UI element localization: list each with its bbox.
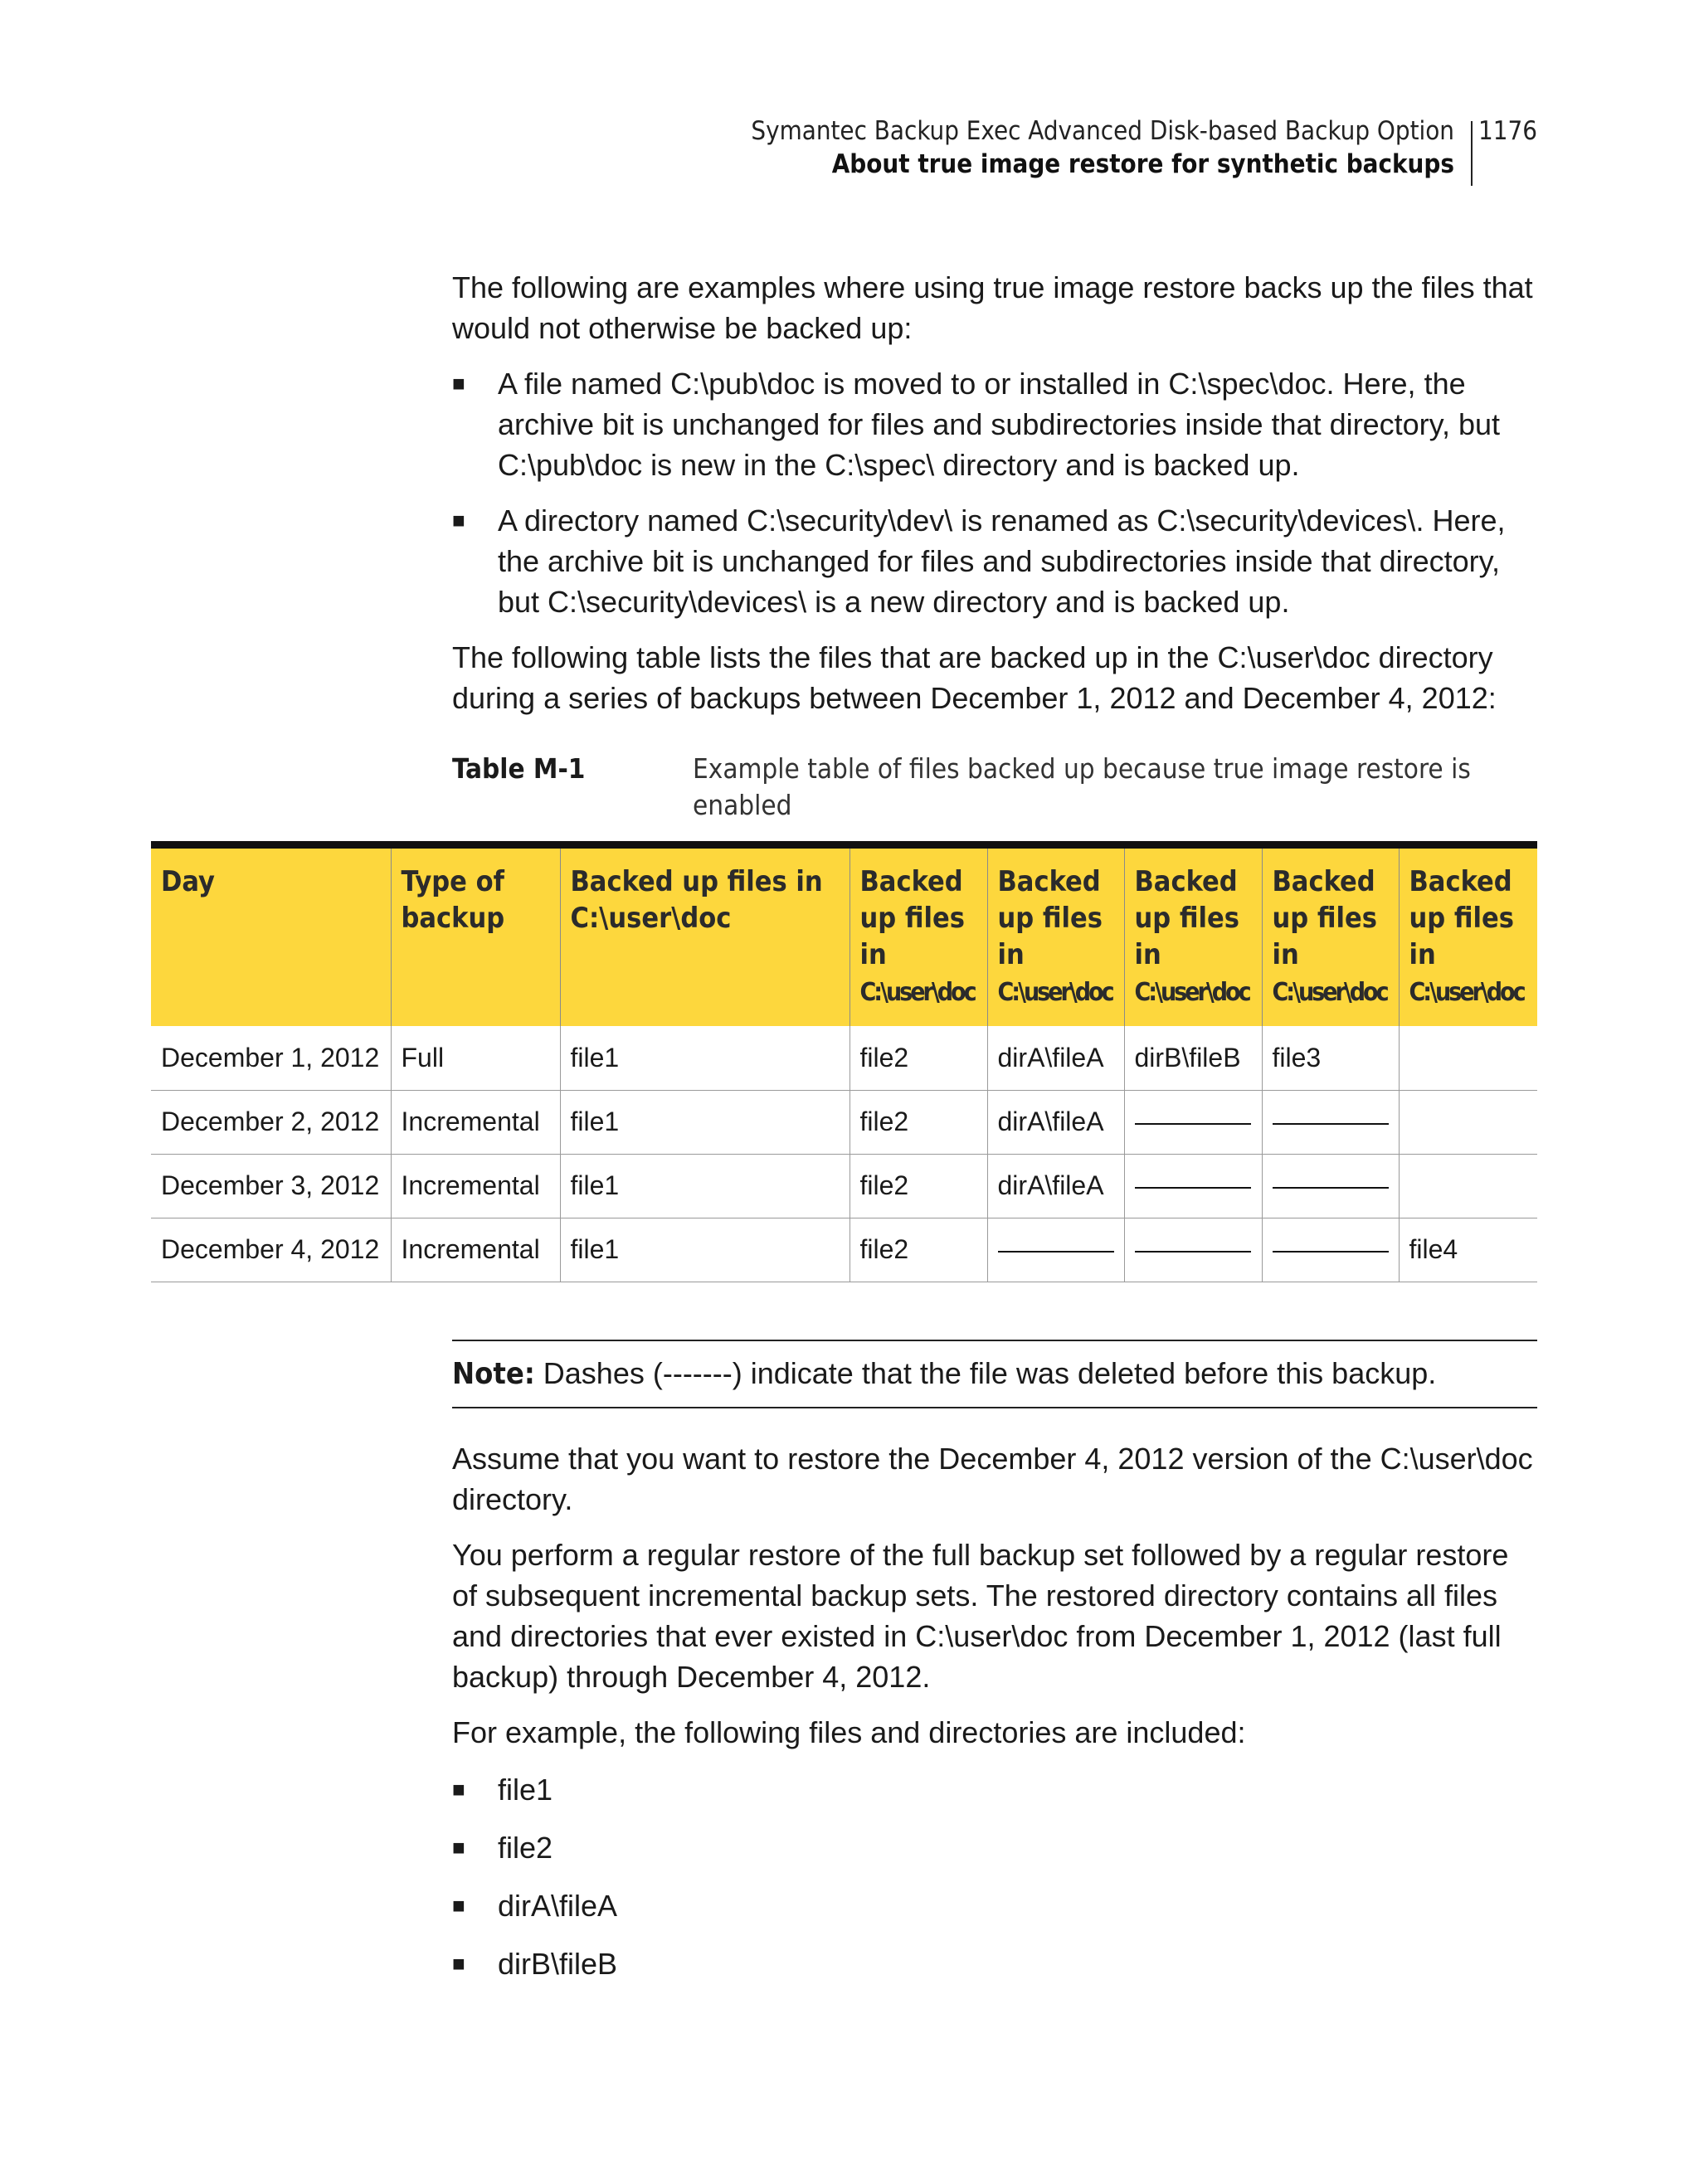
header-files-prefix: Backed up files in xyxy=(1134,865,1239,971)
header-files xyxy=(1262,845,1399,1027)
header-files-path: C:\user\doc xyxy=(1409,978,1524,1007)
table-cell: file2 xyxy=(850,1154,987,1218)
table-cell: December 3, 2012 xyxy=(151,1154,391,1218)
header-files-prefix: Backed up files in xyxy=(1272,865,1377,971)
header-files xyxy=(1399,845,1537,1027)
table-cell xyxy=(1124,1090,1262,1154)
table-cell: file2 xyxy=(850,1026,987,1090)
table-cell: Incremental xyxy=(391,1218,560,1282)
bullet-icon: ■ xyxy=(452,508,465,533)
assume-paragraph: Assume that you want to restore the December 4, 2012 version of the C:\user\doc directory. xyxy=(452,1442,1533,1516)
header-type: Type of backup xyxy=(391,845,560,1027)
header-files xyxy=(987,845,1124,1027)
intro-paragraph: The following are examples where using true image restore backs up the files that would not otherwise be backed up: xyxy=(452,270,1533,345)
table-cell xyxy=(1262,1154,1399,1218)
deleted-dash xyxy=(1135,1187,1251,1189)
header-files-path: C:\user\doc xyxy=(1272,978,1387,1007)
list-item xyxy=(452,1943,1537,1984)
header-files-path: C:\user\doc xyxy=(997,978,1112,1007)
note-label: Note: xyxy=(452,1357,535,1391)
table-caption-label: Table M-1 xyxy=(452,752,586,785)
list-item xyxy=(452,1769,1537,1810)
table-cell xyxy=(1262,1090,1399,1154)
header-files-main: Backed up files in C:\user\doc xyxy=(560,845,850,1027)
header-files-path: C:\user\doc xyxy=(859,978,975,1007)
table-caption xyxy=(452,751,1537,829)
table-cell: December 2, 2012 xyxy=(151,1090,391,1154)
included-item: file1 xyxy=(498,1773,553,1807)
bullet-icon: ■ xyxy=(452,1951,465,1976)
table-cell: file1 xyxy=(560,1026,850,1090)
included-item: file2 xyxy=(498,1831,553,1865)
list-item xyxy=(452,1885,1537,1926)
deleted-dash xyxy=(1135,1251,1251,1253)
list-item xyxy=(452,1827,1537,1868)
table-cell: file1 xyxy=(560,1090,850,1154)
deleted-dash xyxy=(1135,1123,1251,1125)
table-cell: file2 xyxy=(850,1218,987,1282)
table-caption-text: Example table of files backed up because true image restore is enabled xyxy=(693,752,1471,821)
deleted-dash xyxy=(1273,1251,1389,1253)
note-box xyxy=(452,1340,1537,1408)
example-text: A file named C:\pub\doc is moved to or installed in C:\spec\doc. Here, the archive bit is unchanged for files and subdirectories inside that directory, but C:\pub\doc is new in the C:\spec\ directory and is backed up. xyxy=(498,367,1500,482)
example-text: A directory named C:\security\dev\ is renamed as C:\security\devices\. Here, the archive bit is unchanged for files and subdirectories inside that directory, but C:\security\devices\ is a new directory and is backed up. xyxy=(498,503,1506,619)
table-cell: file2 xyxy=(850,1090,987,1154)
header-titles xyxy=(751,114,1454,181)
deleted-dash xyxy=(1273,1187,1389,1189)
table-row xyxy=(151,1218,1537,1282)
header-files xyxy=(850,845,987,1027)
header-files-path: C:\user\doc xyxy=(1134,978,1249,1007)
deleted-dash xyxy=(1273,1123,1389,1125)
table-cell xyxy=(987,1218,1124,1282)
table-cell: Incremental xyxy=(391,1090,560,1154)
doc-title: Symantec Backup Exec Advanced Disk-based Backup Option xyxy=(751,116,1454,146)
examples-list xyxy=(452,363,1537,622)
bullet-icon: ■ xyxy=(452,1835,465,1860)
included-list xyxy=(452,1769,1537,1984)
header-files-prefix: Backed up files in xyxy=(1409,865,1514,971)
table-cell xyxy=(1262,1218,1399,1282)
table-cell xyxy=(1124,1154,1262,1218)
backup-files-table xyxy=(151,841,1537,1282)
table-cell: Full xyxy=(391,1026,560,1090)
table-cell: file3 xyxy=(1262,1026,1399,1090)
included-item: dirB\fileB xyxy=(498,1947,618,1981)
table-row xyxy=(151,1026,1537,1090)
note-text: Dashes (-------) indicate that the file was deleted before this backup. xyxy=(534,1356,1437,1390)
deleted-dash xyxy=(998,1251,1114,1253)
bullet-icon: ■ xyxy=(452,371,465,396)
table-cell: Incremental xyxy=(391,1154,560,1218)
restore-section xyxy=(452,1438,1537,1984)
table-cell: dirA\fileA xyxy=(987,1154,1124,1218)
header-files xyxy=(1124,845,1262,1027)
header-divider xyxy=(1471,121,1473,186)
header-files-prefix: Backed up files in xyxy=(859,865,965,971)
list-item xyxy=(452,500,1537,622)
table-cell xyxy=(1399,1026,1537,1090)
table-cell: dirA\fileA xyxy=(987,1090,1124,1154)
intro-section xyxy=(452,267,1537,718)
page-number: 1176 xyxy=(1478,116,1537,146)
table-body xyxy=(151,1026,1537,1282)
table-cell: file1 xyxy=(560,1154,850,1218)
header-files-prefix: Backed up files in xyxy=(997,865,1103,971)
list-item xyxy=(452,363,1537,485)
table-cell xyxy=(1399,1154,1537,1218)
section-title: About true image restore for synthetic backups xyxy=(831,149,1454,179)
table-cell: dirA\fileA xyxy=(987,1026,1124,1090)
bullet-icon: ■ xyxy=(452,1893,465,1918)
running-header xyxy=(747,114,1537,186)
table-row xyxy=(151,1154,1537,1218)
table-cell: dirB\fileB xyxy=(1124,1026,1262,1090)
table-cell: file1 xyxy=(560,1218,850,1282)
table-intro-paragraph: The following table lists the files that are backed up in the C:\user\doc directory during a series of backups between December 1, 2012 and December 4, 2012: xyxy=(452,640,1497,715)
example-paragraph: For example, the following files and directories are included: xyxy=(452,1715,1246,1749)
table-cell: file4 xyxy=(1399,1218,1537,1282)
header-day: Day xyxy=(151,845,391,1027)
regular-restore-paragraph: You perform a regular restore of the full backup set followed by a regular restore of subsequent incremental backup sets. The restored directory contains all files and directories that ever existed in C:\user\doc from December 1, 2012 (last full backup) through December 4, 2012. xyxy=(452,1538,1509,1694)
table-header-row xyxy=(151,845,1537,1027)
table-cell: December 4, 2012 xyxy=(151,1218,391,1282)
included-item: dirA\fileA xyxy=(498,1889,618,1923)
table-cell: December 1, 2012 xyxy=(151,1026,391,1090)
table-row xyxy=(151,1090,1537,1154)
table-cell xyxy=(1124,1218,1262,1282)
table-cell xyxy=(1399,1090,1537,1154)
bullet-icon: ■ xyxy=(452,1777,465,1802)
